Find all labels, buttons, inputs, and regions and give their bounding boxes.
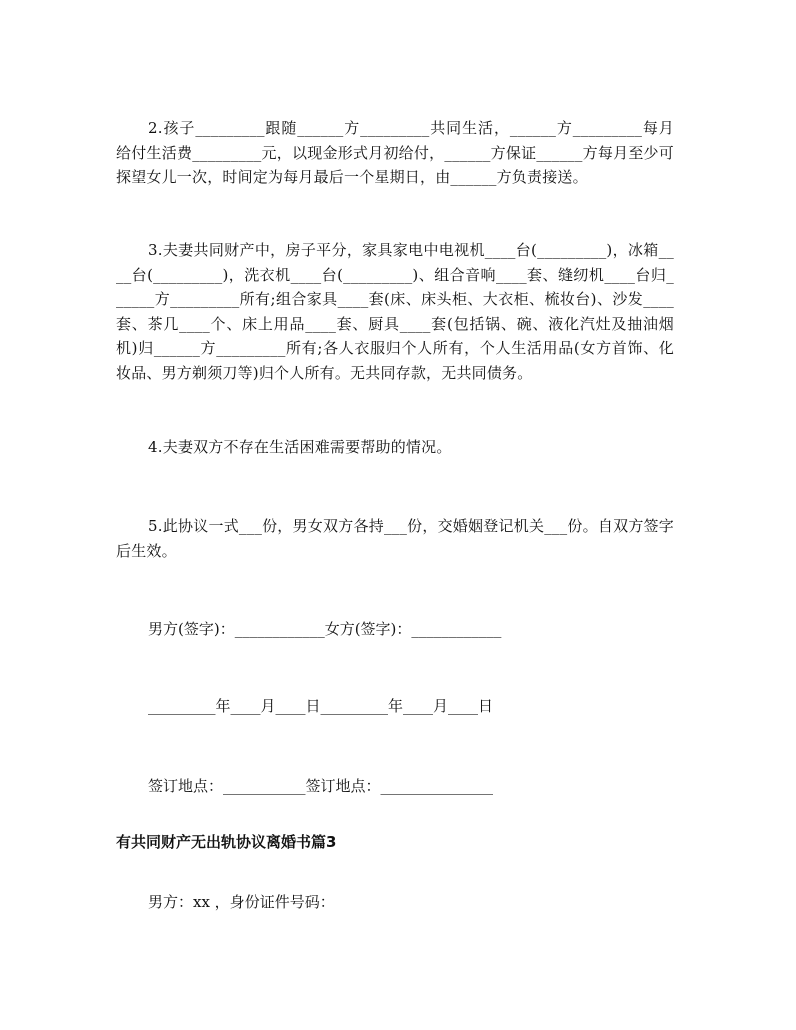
signing-place-line: 签订地点：___________签订地点：_______________ bbox=[148, 777, 494, 795]
section-heading: 有共同财产无出轨协议离婚书篇3 bbox=[116, 833, 337, 851]
clause-4-paragraph: 4.夫妻双方不存在生活困难需要帮助的情况。 bbox=[148, 438, 452, 456]
clause-5-paragraph: 5.此协议一式___份，男女双方各持___份，交婚姻登记机关___份。自双方签字后生效。 bbox=[116, 517, 674, 560]
male-party-line: 男方：xx ，身份证件号码： bbox=[148, 893, 335, 911]
date-line: _________年____月____日_________年____月____日 bbox=[148, 697, 494, 715]
signature-line: 男方(签字)：____________女方(签字)：____________ bbox=[148, 620, 502, 638]
clause-3-paragraph: 3.夫妻共同财产中，房子平分，家具家电中电视机____台(_________)，冰箱____台(_________)，洗衣机____台(_________)、组合音响____套、缝纫机____台归______方_________所有;组合家具____套(床、床头柜、大衣柜、梳妆台)、沙发____套、茶几____个、床上用品____套、厨具____套(包括锅、碗、液化汽灶及抽油烟机)归______方_________所有;各人衣服归个人所有，个人生活用品(女方首饰、化妆品、男方剃须刀等)归个人所有。无共同存款，无共同债务。 bbox=[116, 241, 674, 382]
clause-2-paragraph: 2.孩子_________跟随______方_________共同生活，______方_________每月给付生活费_________元，以现金形式月初给付，______方保证______方每月至少可探望女儿一次，时间定为每月最后一个星期日，由______方负责接送。 bbox=[116, 119, 674, 186]
